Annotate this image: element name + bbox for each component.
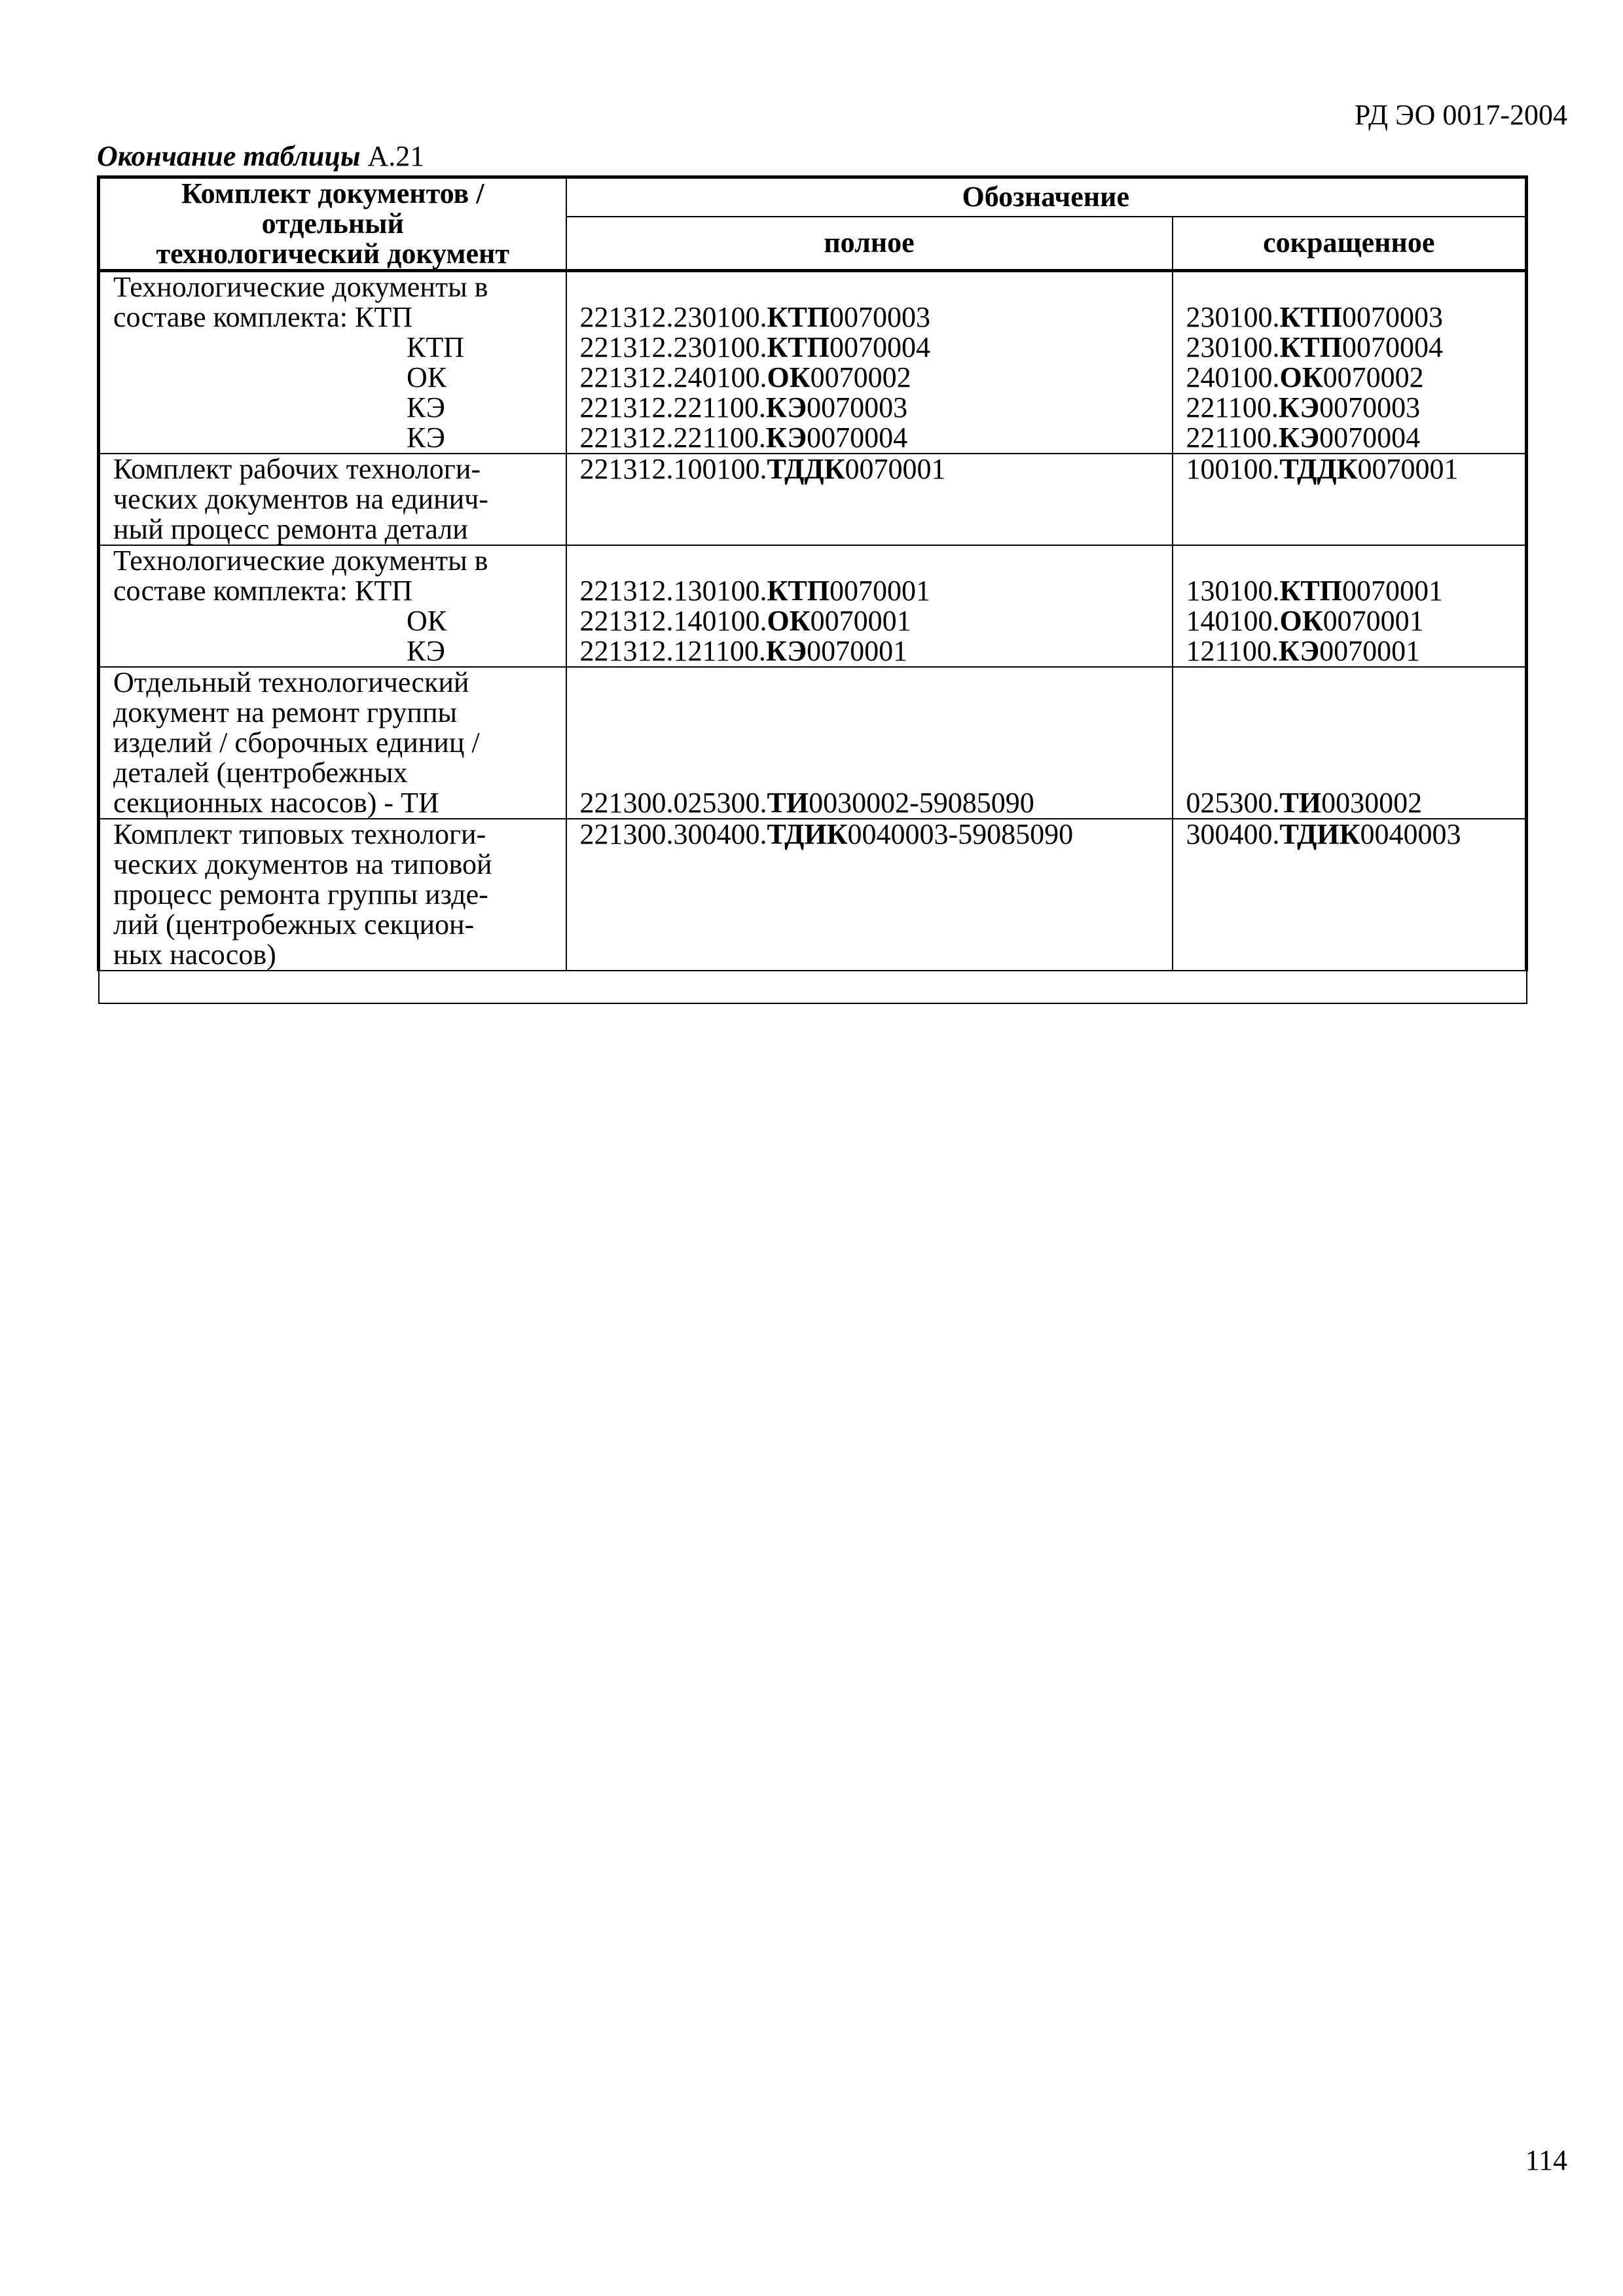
code-doc-type: ОК: [767, 361, 811, 393]
code-doc-type: КТП: [767, 301, 830, 333]
cell-designation-full: [566, 819, 1173, 971]
designation-code: [580, 788, 1159, 818]
designation-table: [97, 175, 1528, 1004]
header-line: отдельный: [261, 207, 404, 240]
code-doc-type: КЭ: [1278, 422, 1320, 454]
designation-code: [1186, 332, 1512, 363]
code-part: 0070001: [829, 575, 930, 607]
cell-line: Комплект типовых технологи-: [113, 818, 486, 850]
code-part: 121100.: [1186, 635, 1279, 667]
code-doc-type: ТИ: [767, 787, 809, 819]
cell-designation-short: [1173, 819, 1527, 971]
header-line: технологический документ: [156, 238, 509, 270]
cell-designation-short: [1173, 271, 1527, 454]
designation-code: [580, 332, 1159, 363]
cell-line: ный процесс ремонта детали: [113, 513, 468, 545]
cell-line: Отдельный технологический: [113, 666, 469, 698]
spacer: [580, 546, 1159, 576]
code-part: 221312.240100.: [579, 361, 767, 393]
designation-code: [580, 454, 1159, 484]
code-doc-type: ОК: [1279, 361, 1323, 393]
cell-document-set: [99, 545, 566, 667]
cell-line: ческих документов на типовой: [113, 848, 492, 880]
table-row: [99, 271, 1527, 454]
code-part: 221100.: [1186, 391, 1279, 423]
code-part: 100100.: [1186, 453, 1280, 485]
code-part: 0070003: [807, 391, 908, 423]
designation-code: [1186, 393, 1512, 423]
code-part: 0070001: [1322, 605, 1424, 637]
code-part: 0070003: [1319, 391, 1421, 423]
cell-designation-short: [1173, 454, 1527, 545]
code-part: 221312.230100.: [579, 331, 767, 363]
table-row: [99, 545, 1527, 667]
cell-document-set: [99, 454, 566, 545]
cell-line: составе комплекта: КТП: [113, 301, 412, 333]
code-doc-type: КЭ: [765, 422, 807, 454]
cell-document-set: [99, 271, 566, 454]
code-part: 221312.130100.: [579, 575, 767, 607]
designation-code: [580, 302, 1159, 332]
cell-designation-short: [1173, 545, 1527, 667]
code-doc-type: ТДДК: [1279, 453, 1358, 485]
cell-subitem: ОК: [407, 605, 447, 637]
empty-cell: [566, 971, 1173, 1003]
cell-subitem: ОК: [407, 361, 447, 393]
table-caption-number: А.21: [367, 140, 425, 172]
header-document-set: [99, 177, 566, 271]
code-doc-type: ТДИК: [767, 818, 848, 850]
cell-line: ных насосов): [113, 939, 276, 971]
designation-code: [580, 423, 1159, 453]
code-part: 0070004: [1341, 331, 1443, 363]
designation-code: [1186, 454, 1512, 484]
code-doc-type: КТП: [767, 575, 830, 607]
spacer: [1186, 272, 1512, 302]
code-part: 0070001: [810, 605, 911, 637]
cell-line: Технологические документы в: [113, 271, 488, 303]
designation-code: [580, 606, 1159, 636]
cell-designation-full: [566, 271, 1173, 454]
cell-subitem: КЭ: [407, 635, 445, 667]
code-part: 230100.: [1186, 331, 1280, 363]
cell-designation-short: [1173, 667, 1527, 819]
code-part: 0040003-59085090: [847, 818, 1074, 850]
code-part: 0070001: [1357, 453, 1459, 485]
table-caption-label: Окончание таблицы: [97, 140, 361, 172]
code-part: 140100.: [1186, 605, 1280, 637]
cell-document-set: [99, 667, 566, 819]
code-part: 221312.221100.: [579, 422, 766, 454]
spacer: [580, 272, 1159, 302]
designation-code: [580, 576, 1159, 606]
designation-code: [580, 363, 1159, 393]
code-part: 130100.: [1186, 575, 1280, 607]
designation-code: [1186, 636, 1512, 666]
cell-designation-full: [566, 454, 1173, 545]
code-part: 0030002-59085090: [809, 787, 1034, 819]
designation-code: [1186, 363, 1512, 393]
header-short: сокращенное: [1173, 217, 1527, 271]
cell-line: ческих документов на единич-: [113, 483, 488, 515]
code-part: 0070004: [829, 331, 930, 363]
table-row: [99, 819, 1527, 971]
cell-line: деталей (центробежных: [113, 757, 408, 789]
empty-cell: [99, 971, 566, 1003]
designation-code: [580, 636, 1159, 666]
table-row: [99, 454, 1527, 545]
code-part: 221312.100100.: [579, 453, 767, 485]
cell-designation-full: [566, 545, 1173, 667]
code-doc-type: ТДИК: [1279, 818, 1360, 850]
designation-code: [1186, 819, 1512, 850]
code-part: 221312.121100.: [579, 635, 766, 667]
cell-subitem: КЭ: [407, 422, 445, 454]
header-line: Комплект документов /: [181, 177, 484, 209]
code-doc-type: ТИ: [1279, 787, 1322, 819]
code-part: 0070003: [829, 301, 930, 333]
cell-line: Комплект рабочих технологи-: [113, 453, 481, 485]
code-part: 221312.140100.: [579, 605, 767, 637]
code-part: 0070003: [1341, 301, 1443, 333]
designation-code: [1186, 788, 1512, 818]
code-part: 300400.: [1186, 818, 1280, 850]
page-number: 114: [1525, 2144, 1567, 2176]
header-designation: Обозначение: [566, 177, 1527, 217]
table-row-empty: [99, 971, 1527, 1003]
designation-code: [1186, 423, 1512, 453]
code-doc-type: КЭ: [765, 635, 807, 667]
cell-document-set: [99, 819, 566, 971]
header-full: полное: [566, 217, 1173, 271]
table-caption: [97, 139, 424, 173]
cell-subitem: КТП: [407, 331, 464, 363]
code-part: 230100.: [1186, 301, 1280, 333]
designation-code: [1186, 302, 1512, 332]
table-row: [99, 667, 1527, 819]
spacer: [1186, 546, 1512, 576]
code-part: 0070001: [1341, 575, 1443, 607]
code-doc-type: КТП: [1279, 575, 1342, 607]
code-part: 0070002: [810, 361, 911, 393]
code-part: 221300.025300.: [579, 787, 767, 819]
code-part: 0070004: [1319, 422, 1421, 454]
designation-code: [1186, 606, 1512, 636]
code-doc-type: ОК: [1279, 605, 1323, 637]
code-part: 221312.221100.: [579, 391, 766, 423]
cell-line: документ на ремонт группы: [113, 696, 458, 728]
code-doc-type: КТП: [1279, 301, 1342, 333]
code-part: 240100.: [1186, 361, 1280, 393]
cell-line: лий (центробежных секцион-: [113, 908, 475, 941]
cell-line: Технологические документы в: [113, 545, 488, 577]
code-doc-type: КЭ: [1278, 391, 1320, 423]
code-part: 025300.: [1186, 787, 1280, 819]
code-doc-type: КТП: [767, 331, 830, 363]
cell-line: составе комплекта: КТП: [113, 575, 412, 607]
empty-cell: [1173, 971, 1527, 1003]
code-doc-type: КТП: [1279, 331, 1342, 363]
cell-subitem: КЭ: [407, 391, 445, 423]
code-part: 221300.300400.: [579, 818, 767, 850]
document-code: РД ЭО 0017-2004: [1354, 99, 1567, 131]
code-part: 0070001: [845, 453, 946, 485]
code-part: 0040003: [1360, 818, 1461, 850]
code-doc-type: ОК: [767, 605, 811, 637]
code-part: 0070001: [807, 635, 908, 667]
cell-designation-full: [566, 667, 1173, 819]
cell-line: процесс ремонта группы изде-: [113, 878, 488, 910]
code-part: 0070001: [1319, 635, 1421, 667]
designation-code: [580, 819, 1159, 850]
code-doc-type: КЭ: [765, 391, 807, 423]
designation-code: [580, 393, 1159, 423]
cell-line: изделий / сборочных единиц /: [113, 726, 480, 759]
code-doc-type: ТДДК: [767, 453, 845, 485]
code-part: 0070002: [1322, 361, 1424, 393]
code-part: 0030002: [1321, 787, 1423, 819]
designation-code: [1186, 576, 1512, 606]
cell-line: секционных насосов) - ТИ: [113, 787, 439, 819]
code-part: 221100.: [1186, 422, 1279, 454]
code-part: 221312.230100.: [579, 301, 767, 333]
code-doc-type: КЭ: [1278, 635, 1320, 667]
code-part: 0070004: [807, 422, 908, 454]
